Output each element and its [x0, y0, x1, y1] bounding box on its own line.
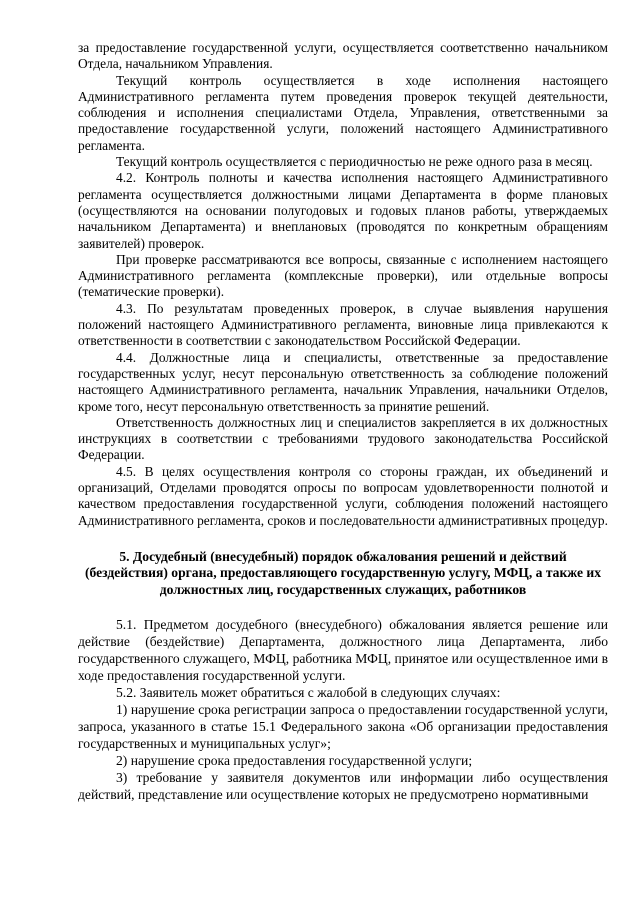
- paragraph: за предоставление государственной услуги, осуществляется соответственно начальником Отдела, начальником Управления.: [78, 40, 608, 72]
- paragraph: 1) нарушение срока регистрации запроса о предоставлении государственной услуги, запроса, указанного в статье 15.1 Федерального закона «Об организации предоставления государственных и муниципальных услуг»;: [78, 701, 608, 751]
- paragraph: Текущий контроль осуществляется с периодичностью не реже одного раза в месяц.: [116, 154, 593, 170]
- paragraph: Текущий контроль осуществляется в ходе исполнения настоящего Административного регламента путем проведения проверок текущей деятельности, соблюдения и исполнения специалистами Отдела, Управления, ответственными за предоставление государственной услуги, положений настоящего Административного регламента.: [78, 72, 608, 153]
- paragraph: 2) нарушение срока предоставления государственной услуги;: [116, 752, 473, 768]
- paragraph: 5.2. Заявитель может обратиться с жалобой в следующих случаях:: [116, 684, 501, 700]
- paragraph: 3) требование у заявителя документов или информации либо осуществления действий, представление или осуществление которых не предусмотрено нормативными: [78, 769, 608, 802]
- paragraph: Ответственность должностных лиц и специалистов закрепляется в их должностных инструкциях в соответствии с требованиями трудового законодательства Российской Федерации.: [78, 414, 608, 463]
- section-heading: 5. Досудебный (внесудебный) порядок обжалования решений и действий (бездействия) органа, предоставляющего государственную услугу, МФЦ, а также их должностных лиц, государственных служащих, работников: [84, 548, 602, 597]
- paragraph: 5.1. Предметом досудебного (внесудебного) обжалования является решение или действие (бездействие) Департамента, должностного лица Департамента, либо государственного служащего, МФЦ, работника МФЦ, принятое или осуществленное ими в ходе предоставления государственной услуги.: [78, 616, 608, 683]
- section-body: [78, 616, 608, 803]
- paragraph: 4.2. Контроль полноты и качества исполнения настоящего Административного регламента осуществляется должностными лицами Департамента в форме плановых (осуществляются на основании полугодовых и годовых планов работы, утверждаемых начальником Департамента) и внеплановых (проводятся по конкретным обращениям заявителей) проверок.: [78, 170, 608, 251]
- paragraph: 4.5. В целях осуществления контроля со стороны граждан, их объединений и организаций, Отделами проводятся опросы по вопросам удовлетворенности полнотой и качеством предоставления государственной услуги, соблюдения положений настоящего Административного регламента, сроков и последовательности административных процедур.: [78, 463, 608, 528]
- paragraph: При проверке рассматриваются все вопросы, связанные с исполнением настоящего Административного регламента (комплексные проверки), или отдельные вопросы (тематические проверки).: [78, 251, 608, 300]
- paragraph: 4.4. Должностные лица и специалисты, ответственные за предоставление государственных услуг, несут персональную ответственность за соблюдение положений настоящего Административного регламента, начальник Управления, начальники Отделов, кроме того, несут персональную ответственность за принятие решений.: [78, 349, 608, 414]
- document-page: [78, 40, 608, 803]
- paragraph: 4.3. По результатам проведенных проверок, в случае выявления нарушения положений настоящего Административного регламента, виновные лица привлекаются к ответственности в соответствии с законодательством Российской Федерации.: [78, 300, 608, 349]
